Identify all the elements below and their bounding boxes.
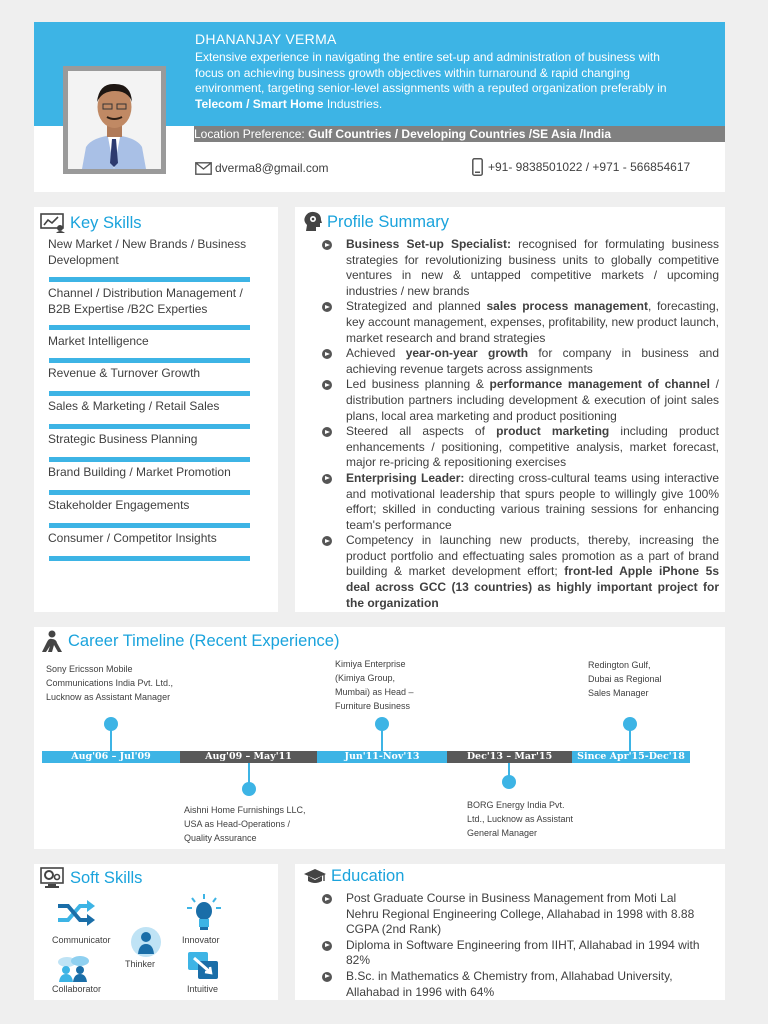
summary-bullet (322, 424, 719, 471)
play-bullet-icon (322, 349, 332, 359)
career-timeline-title (40, 630, 339, 652)
education-text: B.Sc. in Mathematics & Chemistry from, Allahabad University, Allahabad in 1996 with 64% (346, 968, 673, 999)
mobile-phone-icon (472, 158, 483, 176)
summary-line: environment, targeting senior-level assignments with a reputed organization preferably in (195, 81, 667, 95)
profile-photo (63, 66, 166, 174)
skill-item: Channel / Distribution Management / B2B Expertise /B2C Experties (48, 286, 243, 316)
timeline-entry-redington: Redington Gulf, Dubai as Regional Sales Manager (588, 660, 662, 698)
monitor-gears-icon (40, 867, 66, 889)
bullet-text: including product enhancements / positioning, competitive analysis, market forecast, major re-pricing & repositioning exercises (346, 424, 719, 470)
summary-bullet (322, 377, 719, 424)
bullet-text: directing cross-cultural teams using interactive and motivational leadership that spurs people to willingly give 100% effort; skilled in conducting various training sessions for enhancing team's performance (346, 470, 720, 532)
bullet-bold: Enterprising Leader: (346, 470, 465, 485)
timeline-period: Aug'09 – May'11 (180, 751, 317, 763)
bullet-bold: Business Set-up Specialist: (346, 237, 511, 251)
education-list (322, 891, 712, 1000)
skill-item: Brand Building / Market Promotion (48, 465, 231, 479)
play-bullet-icon (322, 380, 332, 390)
skill-divider (49, 277, 250, 282)
email-contact[interactable] (195, 161, 329, 175)
envelope-icon (195, 162, 212, 175)
timeline-marker (502, 775, 516, 789)
skill-item: Sales & Marketing / Retail Sales (48, 399, 220, 413)
career-heading: Career Timeline (Recent Experience) (68, 631, 340, 650)
timeline-marker (242, 782, 256, 796)
bullet-bold: performance management of channel (489, 377, 710, 392)
intuition-arrows-icon (186, 950, 222, 982)
timeline-marker (623, 717, 637, 731)
lightbulb-icon (186, 894, 222, 934)
bullet-bold: product marketing (496, 424, 610, 439)
summary-line: Extensive experience in navigating the entire set-up and administration of business with (195, 50, 660, 64)
presentation-chart-icon (40, 213, 66, 233)
head-gears-icon (303, 211, 323, 233)
profile-summary-title (303, 211, 449, 233)
timeline-entry-borg: BORG Energy India Pvt. Ltd., Lucknow as Assistant General Manager (467, 800, 574, 838)
key-skills-title (40, 213, 142, 233)
education-heading: Education (331, 867, 405, 885)
summary-tail: Industries. (323, 96, 383, 111)
education-item (322, 938, 712, 969)
soft-skills-heading: Soft Skills (70, 868, 143, 887)
soft-skill-label: Intuitive (187, 984, 219, 994)
play-bullet-icon (322, 302, 332, 312)
summary-line: focus on achieving business growth objectives within turnaround & rapid changing (195, 65, 630, 80)
play-bullet-icon (322, 972, 332, 982)
collaboration-people-icon (56, 956, 90, 982)
soft-skills-title (40, 867, 142, 889)
shuffle-arrows-icon (56, 898, 96, 928)
summary-bullet (322, 299, 719, 346)
play-bullet-icon (322, 474, 332, 484)
bullet-text: / distribution partners including development & execution of joint sales plans, local area marketing and product positioning (346, 377, 719, 423)
person-photo-icon (68, 71, 161, 169)
play-bullet-icon (322, 536, 332, 546)
bullet-text: Strategized and planned (346, 299, 487, 314)
soft-skill-label: Innovator (182, 935, 220, 945)
skill-divider (49, 490, 250, 495)
bullet-text: Competency in launching new products, thereby, increasing the product portfolio and effectuating sales promotion as a part of brand building & market development effort; (346, 533, 719, 579)
timeline-period: Jun'11-Nov'13 (317, 751, 447, 763)
skill-item: Stakeholder Engagements (48, 498, 190, 512)
bullet-text: , forecasting, key account management, expenses, profitability, new product launch, market research and brand strategies (346, 299, 720, 345)
skill-divider (49, 523, 250, 528)
bullet-text: for company in business and achieving revenue targets across assignments (346, 346, 720, 376)
profile-summary-list (322, 237, 719, 611)
summary-bullet (322, 346, 719, 377)
soft-skill-label: Thinker (125, 959, 156, 969)
timeline-period: Dec'13 – Mar'15 (447, 751, 572, 763)
summary-line (195, 97, 705, 113)
bullet-bold: front-led Apple iPhone 5s deal across GCC (13 countries) as highly important project for the organization (346, 564, 720, 610)
location-value: Gulf Countries / Developing Countries /SE Asia /India (308, 127, 612, 141)
play-bullet-icon (322, 427, 332, 437)
skill-divider (49, 424, 250, 429)
graduation-cap-icon (303, 868, 327, 886)
thinker-head-icon (130, 926, 162, 958)
timeline-marker (375, 717, 389, 731)
skill-divider (49, 556, 250, 561)
skill-item: New Market / New Brands / Business Development (48, 237, 247, 267)
climbing-person-icon (40, 630, 64, 652)
skill-item: Strategic Business Planning (48, 432, 198, 446)
summary-bullet (322, 237, 719, 299)
header-summary (195, 50, 705, 112)
bullet-text: Led business planning & (346, 377, 490, 392)
skill-item: Market Intelligence (48, 334, 149, 348)
skill-divider (49, 358, 250, 363)
location-bar (194, 126, 725, 142)
bullet-text: Steered all aspects of (346, 424, 497, 439)
bullet-bold: sales process management (486, 299, 648, 314)
education-title (303, 867, 404, 886)
skill-item: Consumer / Competitor Insights (48, 531, 217, 545)
phone-numbers[interactable]: +91- 9838501022 / +971 - 566854617 (488, 160, 691, 174)
timeline-marker (104, 717, 118, 731)
skill-divider (49, 457, 250, 462)
skill-divider (49, 325, 250, 330)
timeline-entry-kimiya: Kimiya Enterprise (Kimiya Group, Mumbai) as Head – Furniture Business (335, 659, 414, 711)
candidate-name: DHANANJAY VERMA (195, 31, 337, 47)
summary-bullet (322, 471, 719, 533)
skill-item: Revenue & Turnover Growth (48, 366, 201, 380)
bullet-bold: year-on-year growth (405, 346, 529, 361)
soft-skill-label: Collaborator (52, 984, 102, 994)
play-bullet-icon (322, 240, 332, 250)
timeline-period: Aug'06 – Jul'09 (42, 751, 180, 763)
education-text: Diploma in Software Engineering from IIHT, Allahabad in 1994 with 82% (346, 937, 700, 968)
timeline-period: Since Apr'15-Dec'18 (572, 751, 690, 763)
play-bullet-icon (322, 941, 332, 951)
email-address[interactable]: dverma8@gmail.com (215, 161, 329, 175)
education-text: Post Graduate Course in Business Management from Moti Lal Nehru Regional Engineering College, Allahabad in 1998 with 8.88 CGPA (2nd Rank) (346, 891, 695, 937)
play-bullet-icon (322, 894, 332, 904)
profile-summary-heading: Profile Summary (327, 212, 449, 231)
bullet-text: recognised for formulating business strategies for revolutionizing business units to globally competitive ventures in new & untapped competitive markets / upcoming industries / new brands (346, 237, 719, 298)
phone-contact[interactable] (472, 158, 690, 176)
summary-bullet (322, 533, 719, 611)
timeline-entry-sony: Sony Ericsson Mobile Communications India Pvt. Ltd., Lucknow as Assistant Manager (46, 664, 174, 702)
timeline-entry-aishni: Aishni Home Furnishings LLC, USA as Head-Operations / Quality Assurance (184, 805, 306, 843)
bullet-text: Achieved (346, 346, 406, 361)
key-skills-heading: Key Skills (70, 213, 142, 232)
location-label: Location Preference: (194, 127, 309, 141)
skill-divider (49, 391, 250, 396)
education-item (322, 891, 712, 938)
education-item (322, 969, 712, 1000)
soft-skill-label: Communicator (52, 935, 111, 945)
summary-bold: Telecom / Smart Home (195, 96, 324, 111)
